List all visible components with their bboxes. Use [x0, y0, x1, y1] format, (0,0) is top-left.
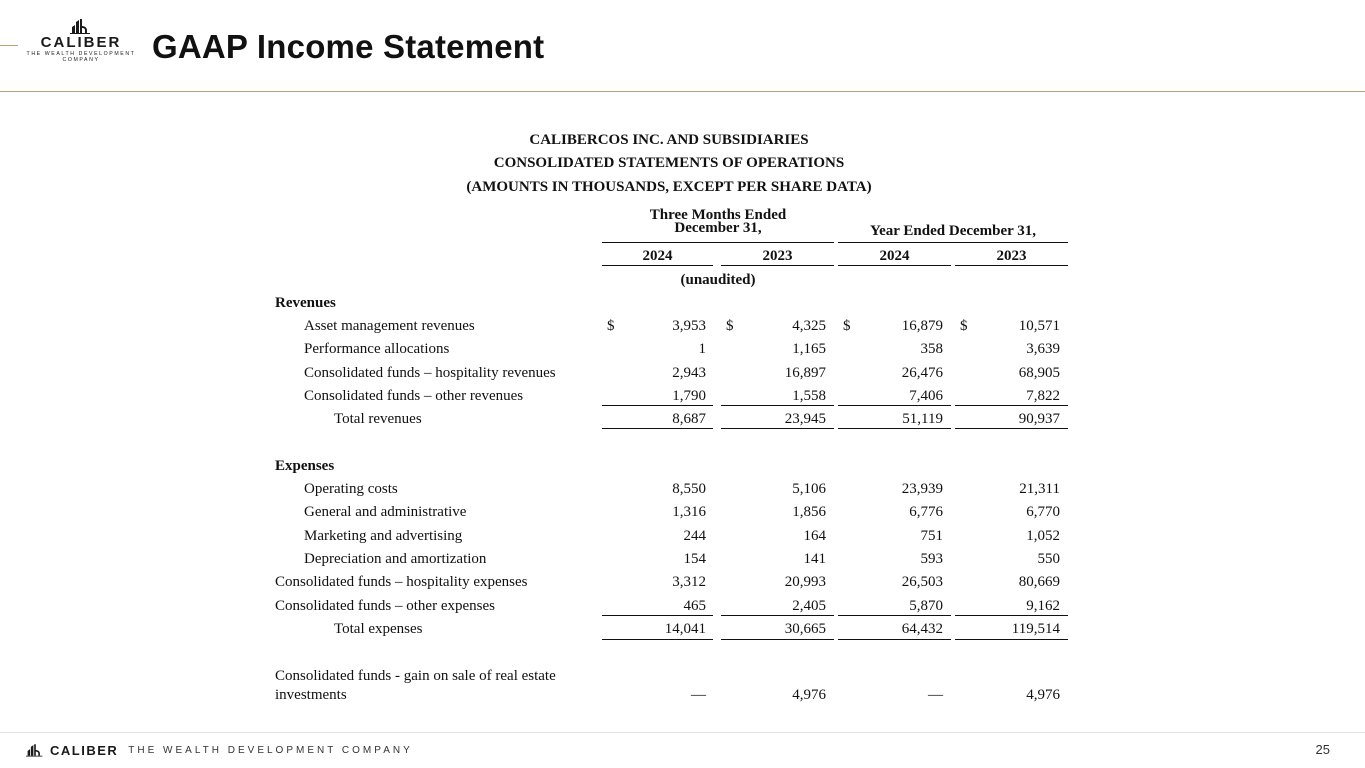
cell-value: 16,879: [901, 318, 943, 334]
table-row: [0, 481, 1365, 501]
row-label: Operating costs: [304, 481, 398, 497]
total-rule: [955, 639, 1068, 640]
year-rule: [955, 265, 1068, 266]
year-header: 2023: [762, 248, 793, 264]
header-divider: [0, 91, 1365, 92]
footer-divider: [0, 732, 1365, 733]
year-rule: [721, 265, 834, 266]
cell-value: 751: [920, 528, 943, 544]
cell-value: —: [691, 687, 706, 703]
row-label: Consolidated funds – hospitality expenses: [275, 574, 528, 590]
table-row: [0, 318, 1365, 338]
section-header-expenses: [0, 458, 1365, 478]
footer-tagline: THE WEALTH DEVELOPMENT COMPANY: [128, 744, 413, 756]
subtotal-rule: [955, 615, 1068, 616]
cell-value: 5,870: [909, 598, 943, 614]
subtotal-rule: [602, 615, 713, 616]
cell-value: 2,405: [792, 598, 826, 614]
total-rule: [955, 428, 1068, 429]
cell-value: 1: [698, 341, 706, 357]
footer-wordmark: CALIBER: [50, 742, 119, 758]
currency-symbol: $: [960, 318, 968, 334]
subtotal-rule: [838, 405, 951, 406]
cell-value: 64,432: [901, 621, 943, 637]
cell-value: 90,937: [1018, 411, 1060, 427]
subtotal-rule: [955, 405, 1068, 406]
row-label: Performance allocations: [304, 341, 450, 357]
cell-value: 6,776: [909, 504, 943, 520]
cell-value: 26,503: [901, 574, 943, 590]
cell-value: 23,945: [784, 411, 826, 427]
section-label: Expenses: [275, 458, 335, 474]
cell-value: 550: [1037, 551, 1060, 567]
table-row: [0, 528, 1365, 548]
statement-units-title: (AMOUNTS IN THOUSANDS, EXCEPT PER SHARE DATA): [466, 179, 872, 195]
three-months-header-line2: December 31,: [674, 220, 762, 236]
row-label: Total expenses: [334, 621, 423, 637]
cell-value: 2,943: [672, 365, 706, 381]
logo-wordmark: CALIBER: [40, 34, 122, 51]
cell-value: 119,514: [1011, 621, 1060, 637]
cell-value: 465: [683, 598, 706, 614]
table-row: [0, 668, 1365, 710]
logo-tagline-company: COMPANY: [62, 57, 100, 63]
section-header-revenues: [0, 295, 1365, 315]
section-label: Revenues: [275, 295, 336, 311]
total-rule: [602, 428, 713, 429]
cell-value: 164: [803, 528, 826, 544]
year-header: 2024: [879, 248, 910, 264]
page-number: 25: [1315, 742, 1330, 757]
cell-value: 1,316: [672, 504, 706, 520]
cell-value: 593: [920, 551, 943, 567]
cell-value: 7,406: [909, 388, 943, 404]
cell-value: 358: [920, 341, 943, 357]
subtotal-rule: [721, 405, 834, 406]
total-rule: [838, 428, 951, 429]
cell-value: 14,041: [664, 621, 706, 637]
row-label: Asset management revenues: [304, 318, 475, 334]
cell-value: —: [928, 687, 943, 703]
page-title: GAAP Income Statement: [152, 28, 545, 65]
buildings-logo-icon: [70, 18, 92, 34]
cell-value: 244: [683, 528, 706, 544]
total-rule: [721, 428, 834, 429]
cell-value: 6,770: [1026, 504, 1060, 520]
subtotal-rule: [838, 615, 951, 616]
row-label: Marketing and advertising: [304, 528, 463, 544]
cell-value: 3,312: [672, 574, 706, 590]
cell-value: 141: [803, 551, 826, 567]
three-months-header: [602, 207, 834, 237]
cell-value: 4,976: [1026, 687, 1060, 703]
row-label: Consolidated funds – other expenses: [275, 598, 495, 614]
total-rule: [602, 639, 713, 640]
cell-value: 68,905: [1018, 365, 1060, 381]
row-label-continued: investments: [275, 687, 347, 703]
subtotal-rule: [721, 615, 834, 616]
buildings-logo-icon: [26, 743, 44, 757]
three-months-header-line1: Three Months Ended: [649, 207, 787, 223]
currency-symbol: $: [607, 318, 615, 334]
subtotal-rule: [602, 405, 713, 406]
cell-value: 80,669: [1018, 574, 1060, 590]
year-ended-header: Year Ended December 31,: [869, 223, 1037, 239]
cell-value: 21,311: [1019, 481, 1060, 497]
caliber-logo: [22, 18, 140, 74]
table-row: [0, 504, 1365, 524]
cell-value: 4,976: [792, 687, 826, 703]
table-row: [0, 365, 1365, 385]
total-rule: [838, 639, 951, 640]
year-header: 2023: [996, 248, 1027, 264]
cell-value: 16,897: [784, 365, 826, 381]
cell-value: 8,687: [672, 411, 706, 427]
cell-value: 5,106: [792, 481, 826, 497]
total-rule: [721, 639, 834, 640]
cell-value: 1,165: [792, 341, 826, 357]
cell-value: 3,953: [672, 318, 706, 334]
cell-value: 154: [683, 551, 706, 567]
total-row: [0, 621, 1365, 641]
cell-value: 1,052: [1026, 528, 1060, 544]
cell-value: 51,119: [902, 411, 943, 427]
cell-value: 9,162: [1026, 598, 1060, 614]
logo-tagline: THE WEALTH DEVELOPMENT: [26, 51, 136, 57]
row-label: Consolidated funds – hospitality revenues: [304, 365, 556, 381]
cell-value: 4,325: [792, 318, 826, 334]
header-accent-line: [0, 45, 18, 46]
cell-value: 23,939: [901, 481, 943, 497]
statement-company-title: CALIBERCOS INC. AND SUBSIDIARIES: [529, 132, 809, 148]
footer-brand: [26, 742, 413, 758]
row-label: Consolidated funds - gain on sale of real estate: [275, 668, 556, 684]
unaudited-label: (unaudited): [680, 272, 756, 288]
cell-value: 30,665: [784, 621, 826, 637]
table-row: [0, 574, 1365, 594]
year-ended-rule: [838, 242, 1068, 243]
year-rule: [602, 265, 713, 266]
cell-value: 3,639: [1026, 341, 1060, 357]
cell-value: 1,790: [672, 388, 706, 404]
statement-name-title: CONSOLIDATED STATEMENTS OF OPERATIONS: [493, 155, 845, 171]
cell-value: 1,558: [792, 388, 826, 404]
table-row: [0, 551, 1365, 571]
year-header: 2024: [642, 248, 673, 264]
table-row: [0, 341, 1365, 361]
three-months-rule: [602, 242, 834, 243]
row-label: General and administrative: [304, 504, 467, 520]
row-label: Total revenues: [334, 411, 422, 427]
cell-value: 1,856: [792, 504, 826, 520]
year-rule: [838, 265, 951, 266]
currency-symbol: $: [843, 318, 851, 334]
row-label: Consolidated funds – other revenues: [304, 388, 524, 404]
row-label: Depreciation and amortization: [304, 551, 487, 567]
cell-value: 8,550: [672, 481, 706, 497]
cell-value: 7,822: [1026, 388, 1060, 404]
cell-value: 10,571: [1018, 318, 1060, 334]
cell-value: 20,993: [784, 574, 826, 590]
currency-symbol: $: [726, 318, 734, 334]
cell-value: 26,476: [901, 365, 943, 381]
